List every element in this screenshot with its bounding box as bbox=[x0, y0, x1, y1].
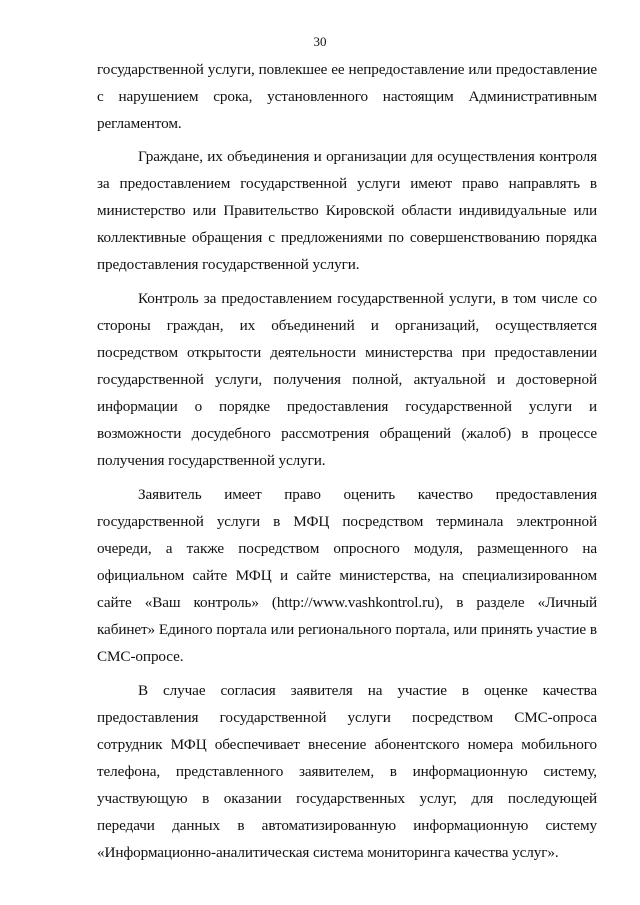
text-line: министерство или Правительство Кировской области индивидуальные или bbox=[97, 202, 597, 219]
text-line: информации о порядке предоставления государственной услуги и bbox=[97, 398, 597, 415]
text-line: государственной услуги, получения полной, актуальной и достоверной bbox=[97, 371, 597, 388]
paragraph-5 bbox=[97, 677, 597, 866]
text-line: предоставления государственной услуги посредством СМС-опроса bbox=[97, 709, 597, 726]
text-line: предоставления государственной услуги. bbox=[97, 256, 360, 273]
paragraph-4 bbox=[97, 481, 597, 670]
text-line: Контроль за предоставлением государственной услуги, в том числе со bbox=[138, 290, 597, 307]
text-line: телефона, представленного заявителем, в информационную систему, bbox=[97, 763, 597, 780]
paragraph-1 bbox=[97, 56, 597, 137]
text-line: очереди, а также посредством опросного модуля, размещенного на bbox=[97, 540, 597, 557]
document-body bbox=[97, 56, 597, 866]
paragraph-3 bbox=[97, 285, 597, 474]
text-line: сайте «Ваш контроль» (http://www.vashkontrol.ru), в разделе «Личный bbox=[97, 594, 597, 611]
page-number: 30 bbox=[313, 34, 327, 49]
text-line: с нарушением срока, установленного настоящим Административным bbox=[97, 88, 597, 105]
text-line: СМС-опросе. bbox=[97, 648, 184, 665]
text-line: государственной услуги в МФЦ посредством терминала электронной bbox=[97, 513, 597, 530]
paragraph-2 bbox=[97, 143, 597, 278]
text-line: получения государственной услуги. bbox=[97, 452, 326, 469]
text-line: возможности досудебного рассмотрения обращений (жалоб) в процессе bbox=[97, 425, 597, 442]
text-line: посредством открытости деятельности министерства при предоставлении bbox=[97, 344, 597, 361]
text-line: официальном сайте МФЦ и сайте министерства, на специализированном bbox=[97, 567, 597, 584]
text-line: сотрудник МФЦ обеспечивает внесение абонентского номера мобильного bbox=[97, 736, 597, 753]
text-line: участвующую в оказании государственных услуг, для последующей bbox=[97, 790, 597, 807]
text-line: за предоставлением государственной услуги имеют право направлять в bbox=[97, 175, 597, 192]
text-line: государственной услуги, повлекшее ее непредоставление или предоставление bbox=[97, 61, 597, 78]
text-line: регламентом. bbox=[97, 115, 182, 132]
text-line: В случае согласия заявителя на участие в оценке качества bbox=[138, 682, 597, 699]
text-line: «Информационно-аналитическая система мониторинга качества услуг». bbox=[97, 844, 559, 861]
text-line: коллективные обращения с предложениями по совершенствованию порядка bbox=[97, 229, 597, 246]
text-line: Граждане, их объединения и организации для осуществления контроля bbox=[138, 148, 597, 165]
text-line: передачи данных в автоматизированную информационную систему bbox=[97, 817, 597, 834]
text-line: Заявитель имеет право оценить качество предоставления bbox=[138, 486, 597, 503]
text-line: кабинет» Единого портала или регионального портала, или принять участие в bbox=[97, 621, 597, 638]
text-line: стороны граждан, их объединений и организаций, осуществляется bbox=[97, 317, 597, 334]
